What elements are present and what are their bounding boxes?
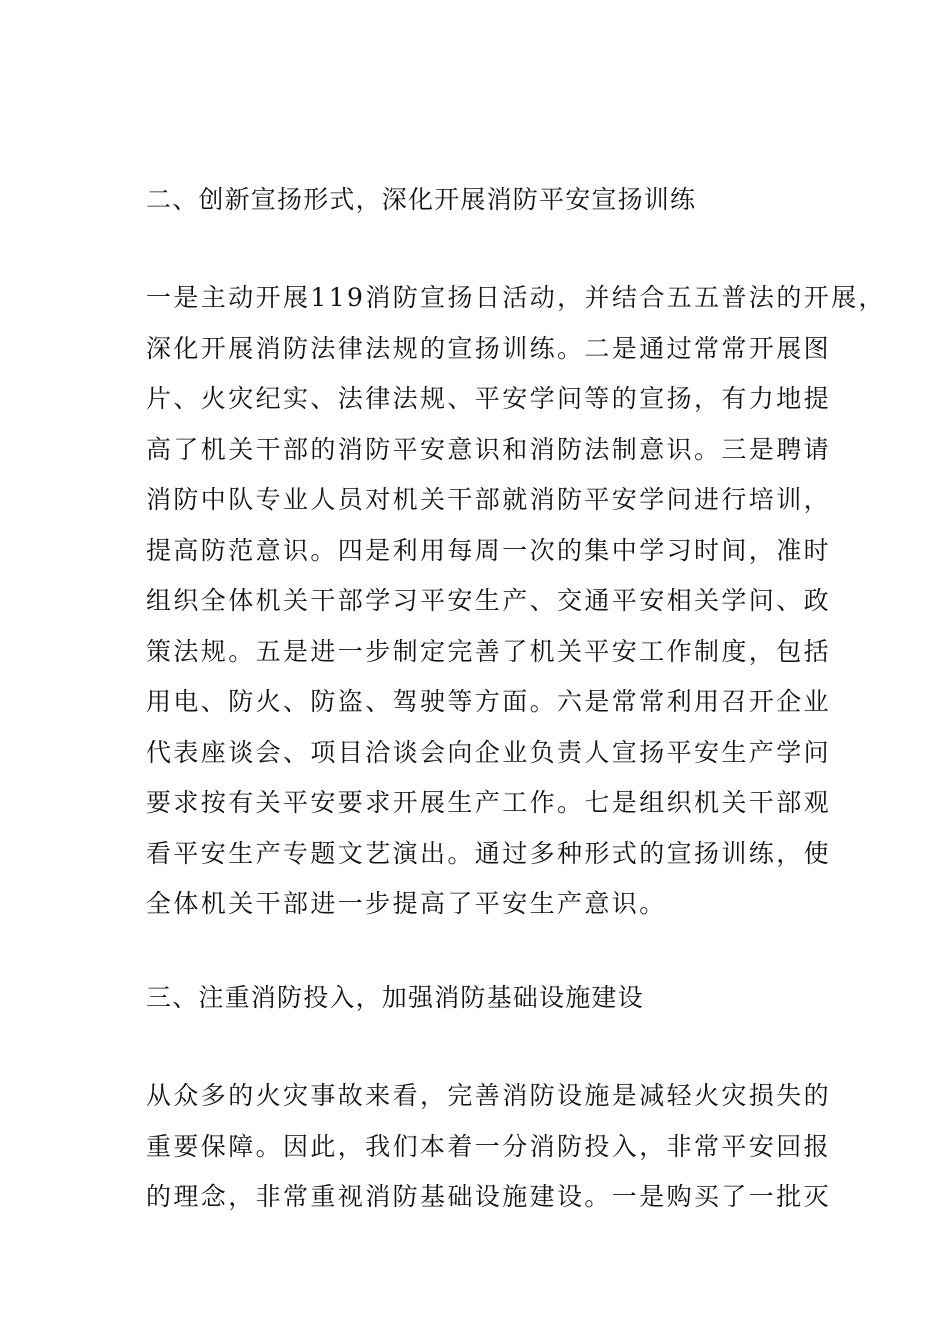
paragraph-line: 全体机关干部进一步提高了平安生产意识。 bbox=[146, 889, 667, 918]
paragraph-line: 重要保障。因此，我们本着一分消防投入，非常平安回报 bbox=[146, 1131, 832, 1161]
section-3-paragraph bbox=[146, 1071, 836, 1223]
paragraph-line: 代表座谈会、项目洽谈会向企业负责人宣扬平安生产学问 bbox=[146, 737, 832, 767]
paragraph-line: 要求按有关平安要求开展生产工作。七是组织机关干部观 bbox=[146, 788, 832, 817]
section-2-paragraph bbox=[146, 273, 886, 930]
paragraph-line: 片、火灾纪实、法律法规、平安学问等的宣扬，有力地提 bbox=[146, 384, 832, 413]
paragraph-line: 看平安生产专题文艺演出。通过多种形式的宣扬训练，使 bbox=[146, 838, 832, 868]
paragraph-line: 深化开展消防法律法规的宣扬训练。二是通过常常开展图 bbox=[146, 333, 832, 363]
paragraph-line: 一是主动开展119消防宣扬日活动，并结合五五普法的开展， bbox=[146, 283, 886, 312]
paragraph-line: 消防中队专业人员对机关干部就消防平安学问进行培训， bbox=[146, 485, 832, 514]
paragraph-line: 用电、防火、防盗、驾驶等方面。六是常常利用召开企业 bbox=[146, 687, 832, 716]
paragraph-line: 提高防范意识。四是利用每周一次的集中学习时间，准时 bbox=[146, 535, 832, 565]
paragraph-line: 的理念，非常重视消防基础设施建设。一是购买了一批灭 bbox=[146, 1182, 832, 1211]
section-heading-2: 二、创新宣扬形式，深化开展消防平安宣扬训练 bbox=[146, 185, 697, 214]
paragraph-line: 策法规。五是进一步制定完善了机关平安工作制度，包括 bbox=[146, 636, 832, 666]
section-heading-3: 三、注重消防投入，加强消防基础设施建设 bbox=[146, 983, 644, 1012]
paragraph-line: 从众多的火灾事故来看，完善消防设施是减轻火灾损失的 bbox=[146, 1081, 832, 1110]
paragraph-line: 组织全体机关干部学习平安生产、交通平安相关学问、政 bbox=[146, 586, 832, 615]
paragraph-line: 高了机关干部的消防平安意识和消防法制意识。三是聘请 bbox=[146, 434, 832, 464]
